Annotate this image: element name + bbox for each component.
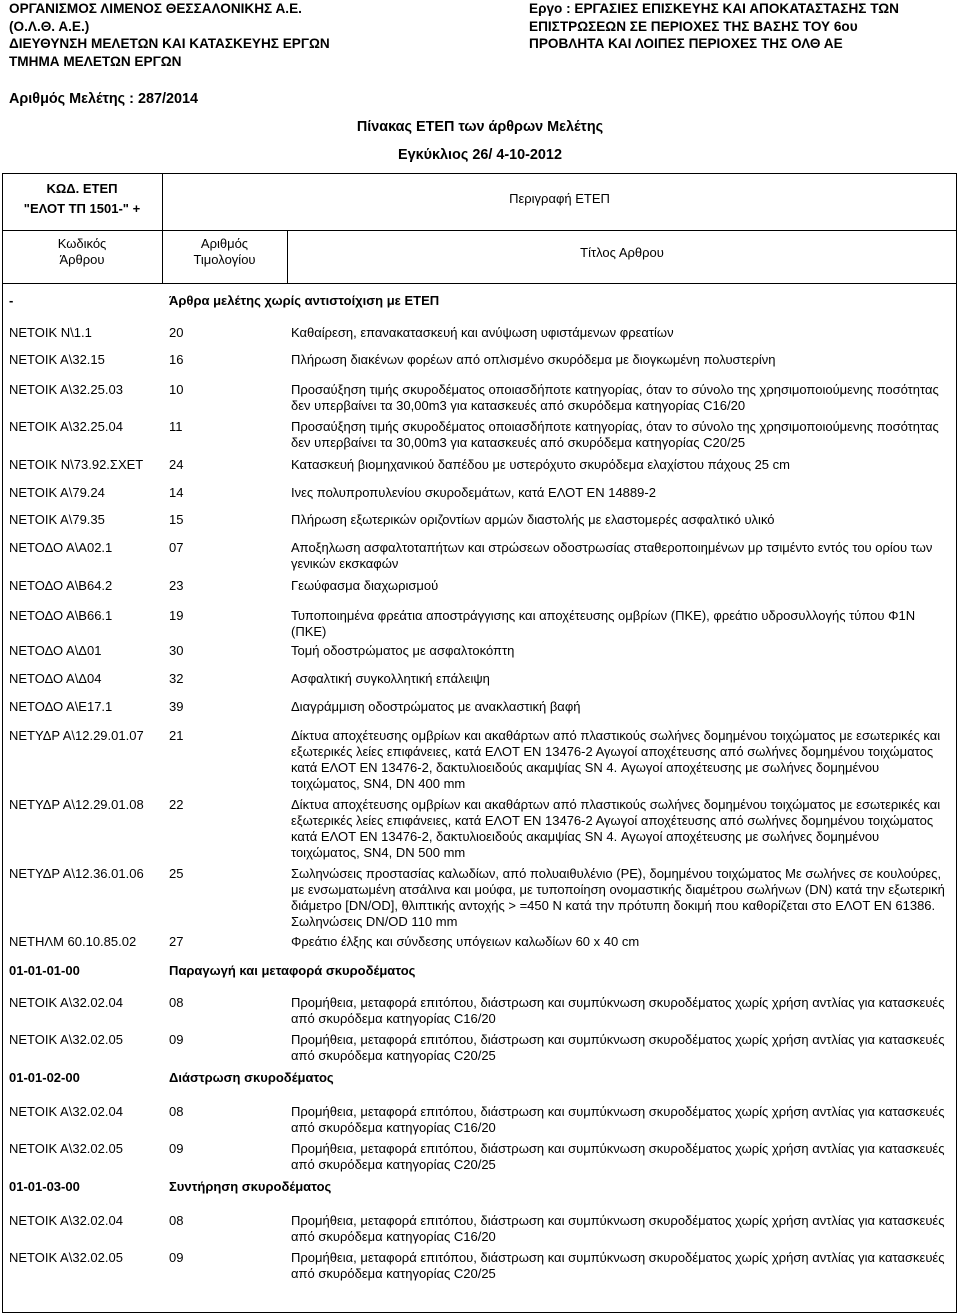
article-title: Προμήθεια, μεταφορά επιτόπου, διάστρωση και συμπύκνωση σκυροδέματος χωρίς χρήση αντλίας για κατασκευές από σκυρόδεμα κατηγορίας C20/25: [291, 1250, 945, 1281]
article-code: ΝΕΤΟΔΟ Α\Δ04: [9, 671, 102, 686]
organization-header: [9, 0, 330, 70]
article-code: ΝΕΤΟΙΚ Α\32.02.04: [9, 995, 123, 1010]
price-number: 22: [169, 797, 184, 812]
price-number: 07: [169, 540, 184, 555]
price-number-header-line: Αριθμός: [200, 236, 249, 251]
article-code-header: [2, 236, 162, 268]
project-line: Εργο : ΕΡΓΑΣΙΕΣ ΕΠΙΣΚΕΥΗΣ ΚΑΙ ΑΠΟΚΑΤΑΣΤΑΣΗΣ ΤΩΝ: [529, 1, 899, 16]
article-code-header-line: Άρθρου: [59, 252, 105, 267]
article-code: ΝΕΤΟΙΚ Α\32.02.05: [9, 1141, 123, 1156]
price-number-header-line: Τιμολογίου: [193, 252, 256, 267]
article-title: Διαγράμμιση οδοστρώματος με ανακλαστική βαφή: [291, 699, 581, 714]
article-code: ΝΕΤΟΔΟ Α\Β64.2: [9, 578, 113, 593]
article-code: ΝΕΤΟΔΟ Α\Α02.1: [9, 540, 113, 555]
circular-label: Εγκύκλιος 26/ 4-10-2012: [398, 147, 562, 163]
article-code: ΝΕΤΟΙΚ Α\79.35: [9, 512, 105, 527]
article-title: Ινες πολυπροπυλενίου σκυροδεμάτων, κατά ΕΛΟΤ ΕΝ 14889-2: [291, 485, 656, 500]
article-code: ΝΕΤΟΙΚ Ν\1.1: [9, 325, 92, 340]
article-title: Ασφαλτική συγκολλητική επάλειψη: [291, 671, 490, 686]
price-number: 19: [169, 608, 184, 623]
article-title: Πλήρωση διακένων φορέων από οπλισμένο σκυρόδεμα με διογκωμένη πολυστερίνη: [291, 352, 776, 367]
price-number: 20: [169, 325, 184, 340]
table-title: Πίνακας ΕΤΕΠ των άρθρων Μελέτης: [356, 119, 604, 135]
article-code: ΝΕΤΥΔΡ Α\12.29.01.08: [9, 797, 144, 812]
article-title: Καθαίρεση, επανακατασκευή και ανύψωση υφιστάμενων φρεατίων: [291, 325, 674, 340]
article-title: Προσαύξηση τιμής σκυροδέματος οποιασδήποτε κατηγορίας, όταν το σύνολο της χρησιμοποιούμενης ποσότητας δεν υπερβαίνει τα 30,00m3 για κατασκευές από σκυρόδεμα κατηγορίας C16/20: [291, 382, 939, 413]
article-title: Τομή οδοστρώματος με ασφαλτοκόπτη: [291, 643, 515, 658]
org-line: (Ο.Λ.Θ. Α.Ε.): [9, 18, 90, 34]
article-code: ΝΕΤΗΛΜ 60.10.85.02: [9, 934, 137, 949]
article-title: Προμήθεια, μεταφορά επιτόπου, διάστρωση και συμπύκνωση σκυροδέματος χωρίς χρήση αντλίας για κατασκευές από σκυρόδεμα κατηγορίας C16/20: [291, 1104, 945, 1135]
article-title: Προμήθεια, μεταφορά επιτόπου, διάστρωση και συμπύκνωση σκυροδέματος χωρίς χρήση αντλίας για κατασκευές από σκυρόδεμα κατηγορίας C16/20: [291, 1213, 945, 1244]
price-number: 27: [169, 934, 184, 949]
article-title-header: Τίτλος Αρθρου: [580, 245, 664, 260]
group-title: Συντήρηση σκυροδέματος: [169, 1179, 332, 1194]
header-divider: [2, 230, 957, 231]
article-code: ΝΕΤΟΙΚ Ν\73.92.ΣΧΕΤ: [9, 457, 144, 472]
price-number: 09: [169, 1250, 184, 1265]
price-number: 39: [169, 699, 184, 714]
article-title: Πλήρωση εξωτερικών οριζοντίων αρμών διαστολής με ελαστομερές ασφαλτικό υλικό: [291, 512, 775, 527]
org-line: ΔΙΕΥΘΥΝΣΗ ΜΕΛΕΤΩΝ ΚΑΙ ΚΑΤΑΣΚΕΥΗΣ ΕΡΓΩΝ: [9, 36, 330, 52]
org-line: ΤΜΗΜΑ ΜΕΛΕΤΩΝ ΕΡΓΩΝ: [9, 53, 182, 69]
price-number: 08: [169, 995, 184, 1010]
article-code: ΝΕΤΟΙΚ Α\32.25.03: [9, 382, 123, 397]
project-line: ΕΠΙΣΤΡΩΣΕΩΝ ΣΕ ΠΕΡΙΟΧΕΣ ΤΗΣ ΒΑΣΗΣ ΤΟΥ 6ου: [529, 18, 858, 34]
price-number: 15: [169, 512, 184, 527]
study-number: Αριθμός Μελέτης : 287/2014: [9, 91, 198, 107]
etep-code-header-line: "ΕΛΟΤ ΤΠ 1501-" +: [23, 201, 141, 216]
article-code: 01-01-01-00: [9, 963, 80, 978]
article-title: Κατασκευή βιομηχανικού δαπέδου με υστερόχυτο σκυρόδεμα ελαχίστου πάχους 25 cm: [291, 457, 790, 472]
price-number: 32: [169, 671, 184, 686]
article-title: Προμήθεια, μεταφορά επιτόπου, διάστρωση και συμπύκνωση σκυροδέματος χωρίς χρήση αντλίας για κατασκευές από σκυρόδεμα κατηγορίας C16/20: [291, 995, 945, 1026]
etep-code-header-line: ΚΩΔ. ΕΤΕΠ: [46, 181, 118, 196]
article-title: Αποξηλωση ασφαλτοταπήτων και στρώσεων οδοστρωσίας σταθεροποιημένων μρ τσιμέντο εντός του ορίου των γενικών εκσκαφών: [291, 540, 933, 571]
article-code-header-line: Κωδικός: [57, 236, 107, 251]
price-number: 08: [169, 1104, 184, 1119]
article-title: Προμήθεια, μεταφορά επιτόπου, διάστρωση και συμπύκνωση σκυροδέματος χωρίς χρήση αντλίας για κατασκευές από σκυρόδεμα κατηγορίας C20/25: [291, 1141, 945, 1172]
price-number: 09: [169, 1032, 184, 1047]
org-line: ΟΡΓΑΝΙΣΜΟΣ ΛΙΜΕΝΟΣ ΘΕΣΣΑΛΟΝΙΚΗΣ Α.Ε.: [9, 1, 302, 16]
etep-code-header: [2, 181, 162, 217]
price-number: 23: [169, 578, 184, 593]
project-line: ΠΡΟΒΛΗΤΑ ΚΑΙ ΛΟΙΠΕΣ ΠΕΡΙΟΧΕΣ ΤΗΣ ΟΛΘ ΑΕ: [529, 36, 843, 52]
price-number: 11: [169, 419, 183, 434]
article-code: ΝΕΤΟΔΟ Α\Ε17.1: [9, 699, 113, 714]
price-number: 24: [169, 457, 184, 472]
price-number: 25: [169, 866, 184, 881]
article-code: 01-01-03-00: [9, 1179, 80, 1194]
price-number: 10: [169, 382, 184, 397]
price-number: 14: [169, 485, 184, 500]
article-title: Σωληνώσεις προστασίας καλωδίων, από πολυαιθυλένιο (PE), δομημένου τοιχώματος Με σωλήνες σε κουλούρες, με ενσωματωμένη ατσάλινα και μούφα, με τυποποίηση ονομαστικής διαμέτρου σωλήνων (DN) κατά την εξωτερική διάμετρο [DN/OD], θλιπτικής αντοχής > =450 Ν κατά την πρότυπη δοκιμή που καθορίζεται στο ΕΛΟΤ ΕΝ 61386. Σωληνώσεις DN/OD 110 mm: [291, 866, 945, 929]
group-title: Διάστρωση σκυροδέματος: [169, 1070, 334, 1085]
price-number: 21: [169, 728, 184, 743]
article-title: Δίκτυα αποχέτευσης ομβρίων και ακαθάρτων από πλαστικούς σωλήνες δομημένου τοιχώματος με εσωτερικές και εξωτερικές λείες επιφάνειες, κατά ΕΛΟΤ ΕΝ 13476-2 Αγωγοί αποχέτευσης από σωλήνες δομημένου τοιχώματος κατά ΕΛΟΤ ΕΝ 13476-2, δακτυλιοειδούς ακαμψίας SN 4. Αγωγοί αποχέτευσης με σωλήνες δομημένου τοιχώματος, SN4, DN 400 mm: [291, 728, 941, 791]
header-divider: [2, 283, 957, 284]
article-code: ΝΕΤΟΙΚ Α\32.02.05: [9, 1250, 123, 1265]
article-title: Φρεάτιο έλξης και σύνδεσης υπόγειων καλωδίων 60 x 40 cm: [291, 934, 640, 949]
article-code: ΝΕΤΟΙΚ Α\32.02.04: [9, 1104, 123, 1119]
etep-description-header: Περιγραφή ΕΤΕΠ: [509, 191, 610, 206]
article-code: -: [9, 293, 14, 308]
project-header: [529, 0, 899, 53]
article-code: ΝΕΤΟΔΟ Α\Δ01: [9, 643, 102, 658]
article-title: Προμήθεια, μεταφορά επιτόπου, διάστρωση και συμπύκνωση σκυροδέματος χωρίς χρήση αντλίας για κατασκευές από σκυρόδεμα κατηγορίας C20/25: [291, 1032, 945, 1063]
price-number: 08: [169, 1213, 184, 1228]
article-code: ΝΕΤΥΔΡ Α\12.29.01.07: [9, 728, 144, 743]
article-title: Γεωύφασμα διαχωρισμού: [291, 578, 439, 593]
article-title: Τυποποιημένα φρεάτια αποστράγγισης και αποχέτευσης ομβρίων (ΠΚΕ), φρεάτιο υδροσυλλογής τύπου Φ1Ν (ΠΚΕ): [291, 608, 916, 639]
price-number: 09: [169, 1141, 184, 1156]
article-code: 01-01-02-00: [9, 1070, 80, 1085]
article-title: Προσαύξηση τιμής σκυροδέματος οποιασδήποτε κατηγορίας, όταν το σύνολο της χρησιμοποιούμενης ποσότητας δεν υπερβαίνει τα 30,00m3 για κατασκευές από σκυρόδεμα κατηγορίας C20/25: [291, 419, 939, 450]
article-code: ΝΕΤΟΔΟ Α\Β66.1: [9, 608, 113, 623]
group-title: Άρθρα μελέτης χωρίς αντιστοίχιση με ΕΤΕΠ: [169, 293, 440, 308]
price-number: 30: [169, 643, 184, 658]
article-code: ΝΕΤΥΔΡ Α\12.36.01.06: [9, 866, 144, 881]
article-code: ΝΕΤΟΙΚ Α\32.02.04: [9, 1213, 123, 1228]
price-number-header: [162, 236, 287, 268]
article-code: ΝΕΤΟΙΚ Α\32.02.05: [9, 1032, 123, 1047]
price-number: 16: [169, 352, 184, 367]
group-title: Παραγωγή και μεταφορά σκυροδέματος: [169, 963, 416, 978]
article-title: Δίκτυα αποχέτευσης ομβρίων και ακαθάρτων από πλαστικούς σωλήνες δομημένου τοιχώματος με εσωτερικές και εξωτερικές λείες επιφάνειες, κατά ΕΛΟΤ ΕΝ 13476-2 Αγωγοί αποχέτευσης από σωλήνες δομημένου τοιχώματος κατά ΕΛΟΤ ΕΝ 13476-2, δακτυλιοειδούς ακαμψίας SN 4. Αγωγοί αποχέτευσης με σωλήνες δομημένου τοιχώματος, SN4, DN 500 mm: [291, 797, 941, 860]
article-code: ΝΕΤΟΙΚ Α\32.15: [9, 352, 105, 367]
article-code: ΝΕΤΟΙΚ Α\79.24: [9, 485, 105, 500]
article-code: ΝΕΤΟΙΚ Α\32.25.04: [9, 419, 123, 434]
